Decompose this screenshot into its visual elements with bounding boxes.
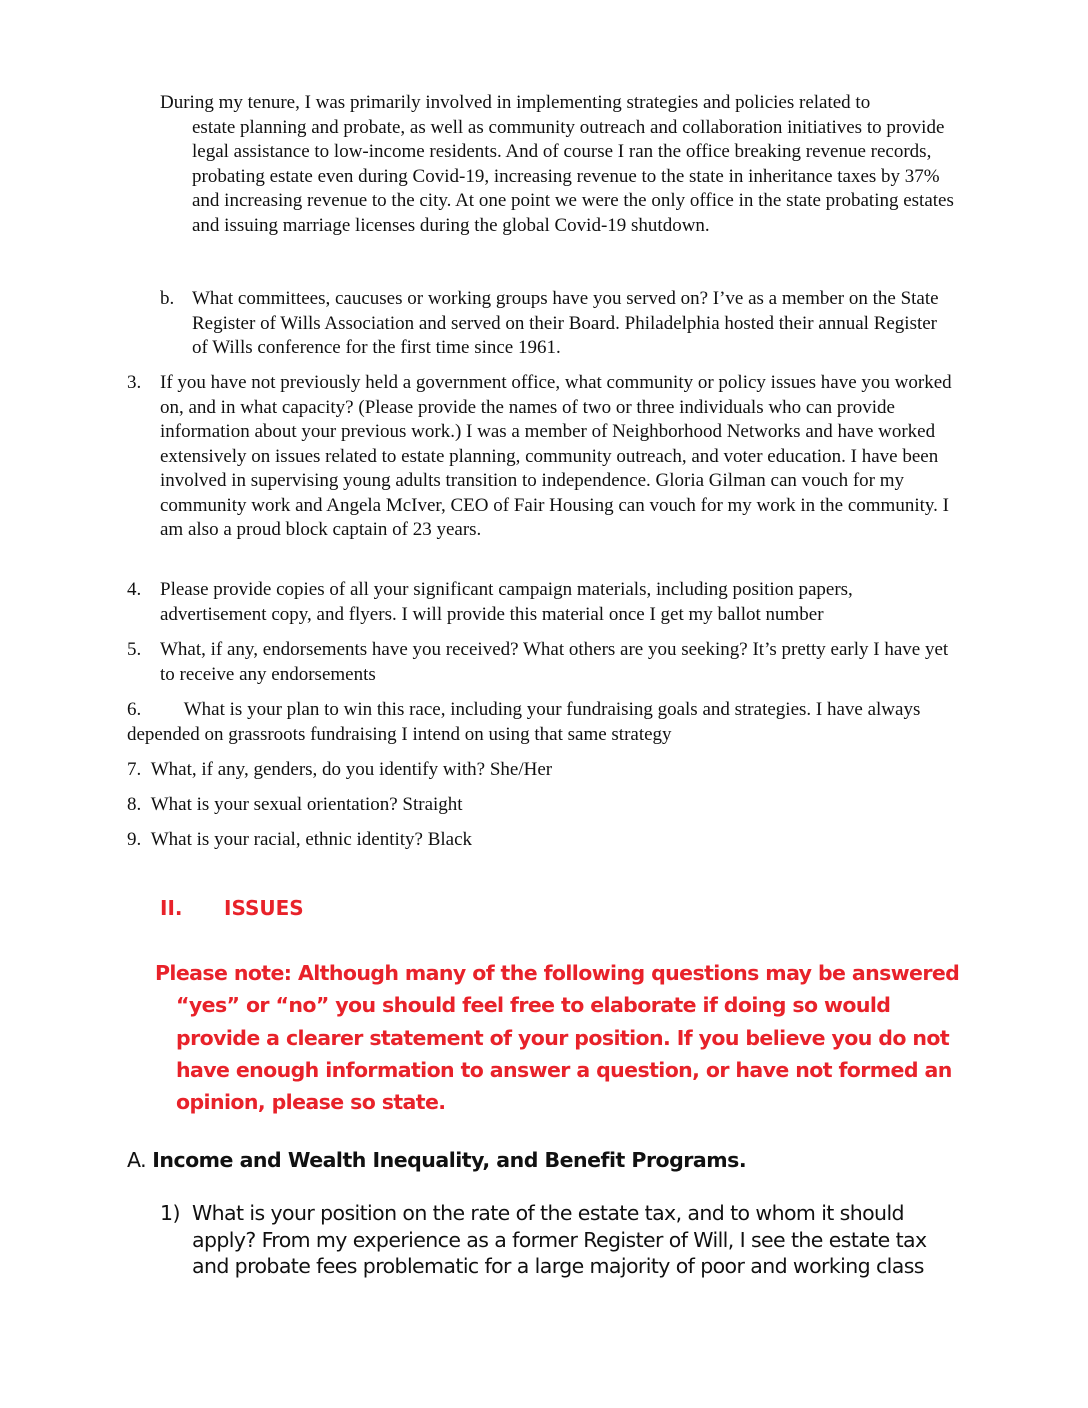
- list-item-text: What is your sexual orientation? Straight: [150, 794, 463, 815]
- tenure-rest: estate planning and probate, as well as community outreach and collaboration initiatives to provide legal assistance to low-income residents. And of course I ran the office breaking revenue records, probating estate even during Covid-19, increasing revenue to the state in inheritance taxes by 37% and increasing revenue to the city. At one point we were the only office in the state probating estates and issuing marriage licenses during the global Covid-19 shutdown.: [192, 116, 954, 236]
- list-item-text: What, if any, endorsements have you received? What others are you seeking? It’s pretty early I have yet to receive any endorsements: [160, 639, 949, 685]
- section-heading: [160, 895, 304, 921]
- list-item-3: [127, 371, 962, 543]
- list-item-4: [127, 578, 962, 627]
- tenure-paragraph: [160, 91, 965, 238]
- list-item-text: What is your racial, ethnic identity? Black: [150, 829, 473, 850]
- list-item-9: [127, 828, 962, 853]
- list-item-text: What is your plan to win this race, including your fundraising goals and strategies. I have always depended on grassroots fundraising I intend on using that same strategy: [127, 699, 921, 745]
- note-rest: “yes” or “no” you should feel free to elaborate if doing so would provide a clearer statement of your position. If you believe you do not have enough information to answer a question, or have not formed an opinion, please so state.: [176, 993, 952, 1115]
- subsection-title: Income and Wealth Inequality, and Benefit Programs.: [152, 1148, 747, 1172]
- list-item-text: Please provide copies of all your significant campaign materials, including position papers, advertisement copy, and flyers. I will provide this material once I get my ballot number: [160, 579, 853, 625]
- list-item-b: [160, 287, 950, 361]
- section-title: ISSUES: [224, 896, 304, 920]
- list-item-7: [127, 758, 962, 783]
- list-item-5: [127, 638, 962, 687]
- note-first-line: Please note: Although many of the following questions may be answered: [155, 961, 960, 985]
- subsection-heading: [127, 1146, 746, 1174]
- list-item-text: What, if any, genders, do you identify with? She/Her: [150, 759, 553, 780]
- list-item-text: What committees, caucuses or working groups have you served on? I’ve as a member on the State Register of Wills Association and served on their Board. Philadelphia hosted their annual Register of Wills conference for the first time since 1961.: [192, 288, 939, 358]
- list-item-text: If you have not previously held a government office, what community or policy issues have you worked on, and in what capacity? (Please provide the names of two or three individuals who can provide information about your previous work.) I was a member of Neighborhood Networks and have worked extensively on issues related to estate planning, community outreach, and voter education. I have been involved in supervising young adults transition to independence. Gloria Gilman can vouch for my community work and Angela McIver, CEO of Fair Housing can vouch for my work in the community. I am also a proud block captain of 23 years.: [160, 372, 952, 540]
- list-marker: 6.: [127, 699, 142, 720]
- section-numeral: II.: [160, 896, 183, 920]
- list-item-6: [127, 698, 962, 747]
- list-marker: b.: [160, 288, 175, 309]
- list-marker: 4.: [127, 579, 142, 600]
- list-marker: 3.: [127, 372, 142, 393]
- question-text: What is your position on the rate of the estate tax, and to whom it should apply? From my experience as a former Register of Will, I see the estate tax and probate fees problematic for a large majority of poor and working class: [192, 1201, 927, 1278]
- list-marker: 5.: [127, 639, 142, 660]
- list-marker: 7.: [127, 759, 142, 780]
- list-item-8: [127, 793, 962, 818]
- list-marker: 1): [160, 1201, 180, 1225]
- question-1: [160, 1200, 950, 1280]
- list-marker: 9.: [127, 829, 142, 850]
- list-marker: 8.: [127, 794, 142, 815]
- subsection-marker: A.: [127, 1148, 147, 1172]
- note-paragraph: [155, 957, 960, 1118]
- tenure-first-line: During my tenure, I was primarily involved in implementing strategies and policies related to: [160, 92, 871, 113]
